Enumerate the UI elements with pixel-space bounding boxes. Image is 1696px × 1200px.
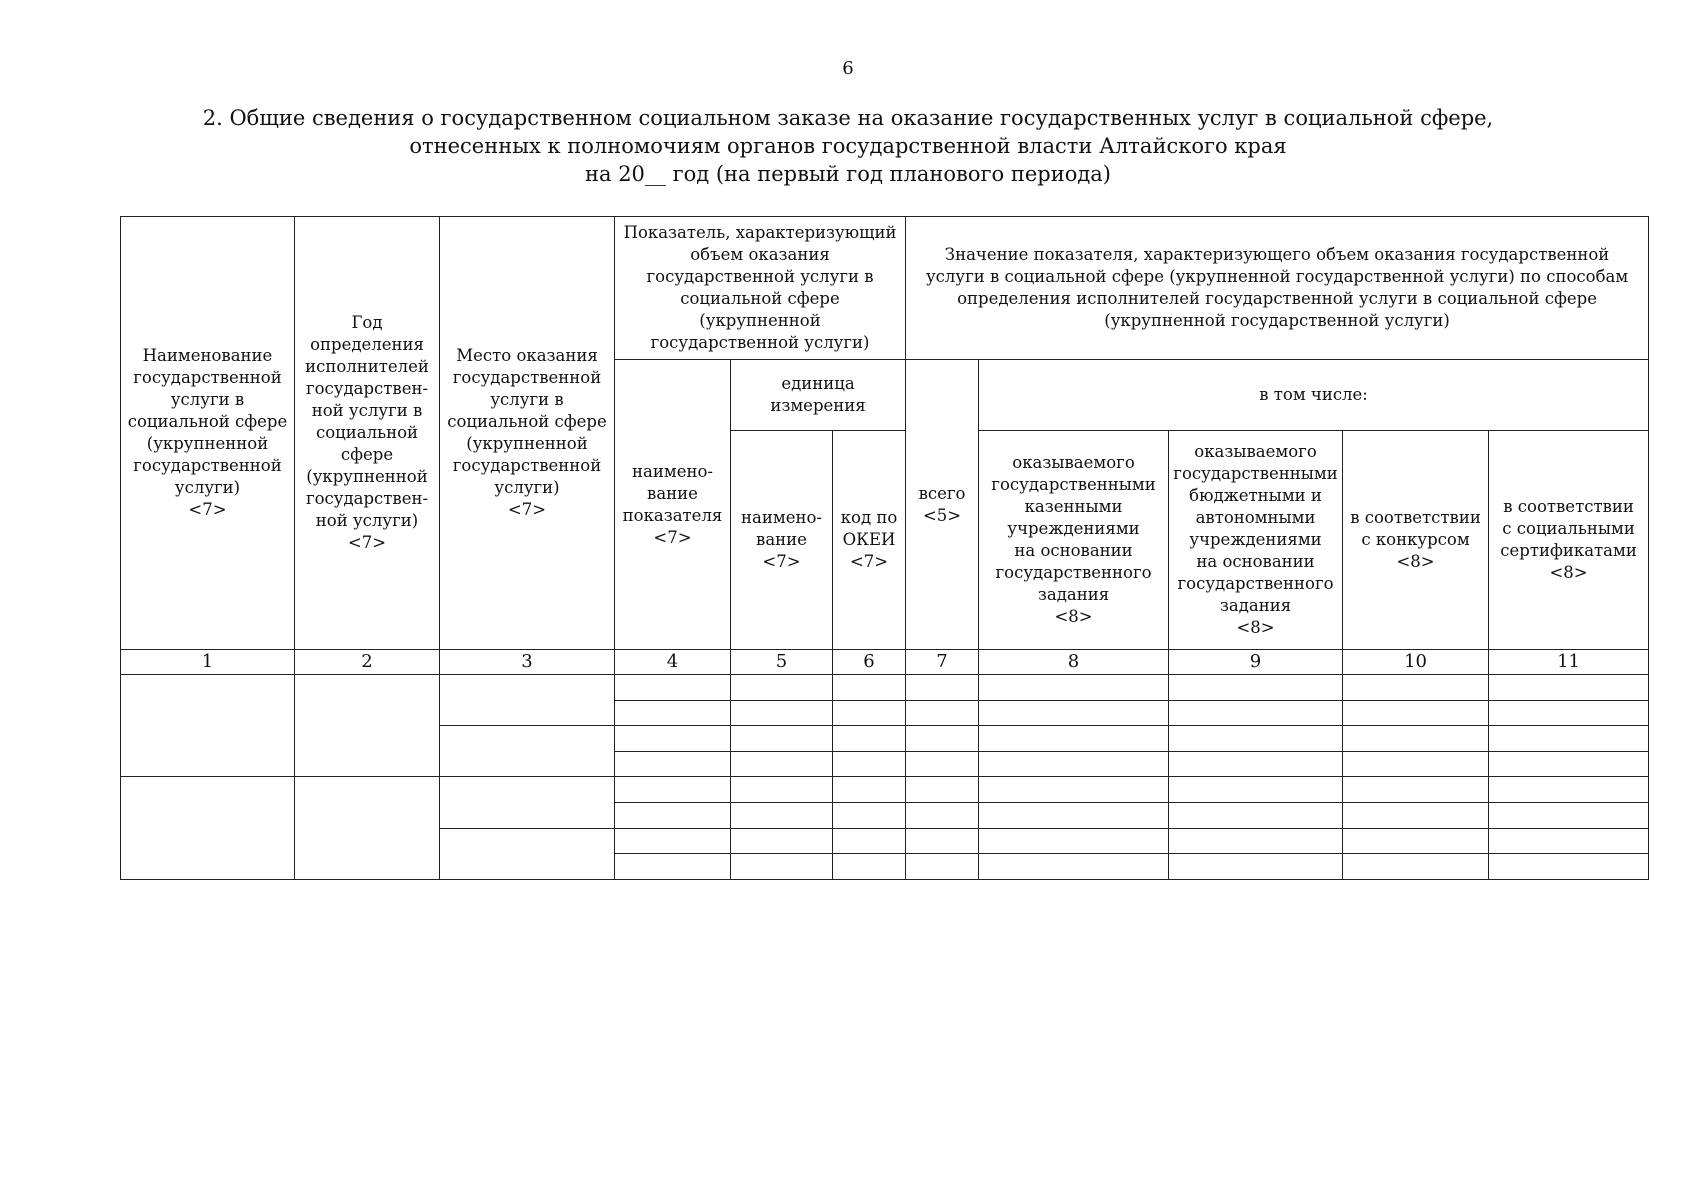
empty-cell: [1169, 802, 1343, 828]
empty-cell: [1343, 675, 1489, 701]
empty-cell: [731, 751, 833, 777]
empty-cell: [1489, 854, 1649, 880]
empty-cell: [615, 854, 731, 880]
column-number: 9: [1169, 650, 1343, 675]
empty-cell: [979, 675, 1169, 701]
empty-cell: [1489, 828, 1649, 854]
empty-cell: [1343, 828, 1489, 854]
empty-cell: [906, 854, 979, 880]
column-number: 6: [833, 650, 906, 675]
empty-cell: [833, 726, 906, 752]
empty-cell: [1343, 854, 1489, 880]
empty-cell: [1343, 777, 1489, 803]
empty-cell: [979, 828, 1169, 854]
empty-cell: [906, 700, 979, 726]
header-contest: в соответствии с конкурсом <8>: [1343, 431, 1489, 650]
empty-cell: [1343, 751, 1489, 777]
empty-cell: [1489, 700, 1649, 726]
empty-cell: [440, 675, 615, 726]
empty-cell: [731, 802, 833, 828]
header-budget: оказываемого государственными бюджетными и автономными учреждениями на основании государственного задания <8>: [1169, 431, 1343, 650]
empty-cell: [906, 675, 979, 701]
header-place: Место оказания государственной услуги в социальной сфере (укрупненной государственной услуги) <7>: [440, 217, 615, 650]
empty-cell: [615, 802, 731, 828]
header-certificates: в соответствии с социальными сертификатами <8>: [1489, 431, 1649, 650]
empty-cell: [615, 726, 731, 752]
header-unit-name: наимено- вание <7>: [731, 431, 833, 650]
empty-cell: [833, 675, 906, 701]
empty-cell: [979, 700, 1169, 726]
empty-cell: [1489, 802, 1649, 828]
empty-cell: [1489, 675, 1649, 701]
empty-cell: [1169, 675, 1343, 701]
empty-cell: [1169, 751, 1343, 777]
document-title: [0, 104, 1696, 188]
table-row: [121, 777, 1649, 803]
title-line-1: 2. Общие сведения о государственном социальном заказе на оказание государственных услуг в социальной сфере,: [202, 106, 1494, 130]
header-value-group: Значение показателя, характеризующего объем оказания государственной услуги в социальной сфере (укрупненной государственной услуги) по способам определения исполнителей государственной услуги в социальной сфере (укрупненной государственной услуги): [906, 217, 1649, 360]
empty-cell: [1489, 726, 1649, 752]
empty-cell: [731, 854, 833, 880]
column-number: 11: [1489, 650, 1649, 675]
header-including: в том числе:: [979, 360, 1649, 431]
empty-cell: [295, 777, 440, 879]
empty-cell: [906, 828, 979, 854]
table-row: [121, 675, 1649, 701]
column-number-row: [121, 650, 1649, 675]
empty-cell: [1343, 726, 1489, 752]
empty-cell: [731, 700, 833, 726]
empty-cell: [979, 726, 1169, 752]
column-number: 5: [731, 650, 833, 675]
empty-cell: [731, 828, 833, 854]
empty-cell: [615, 777, 731, 803]
empty-cell: [833, 802, 906, 828]
header-year: Год определения исполнителей государствен- ной услуги в социальной сфере (укрупненной государствен- ной услуги) <7>: [295, 217, 440, 650]
column-number: 2: [295, 650, 440, 675]
empty-cell: [615, 828, 731, 854]
empty-cell: [615, 751, 731, 777]
empty-cell: [121, 777, 295, 879]
empty-cell: [1343, 700, 1489, 726]
empty-cell: [1169, 854, 1343, 880]
empty-cell: [731, 675, 833, 701]
empty-cell: [906, 802, 979, 828]
empty-cell: [833, 751, 906, 777]
empty-cell: [1343, 802, 1489, 828]
empty-cell: [440, 777, 615, 828]
column-number: 4: [615, 650, 731, 675]
header-service-name: Наименование государственной услуги в социальной сфере (укрупненной государственной услуги) <7>: [121, 217, 295, 650]
empty-cell: [1169, 726, 1343, 752]
empty-cell: [906, 777, 979, 803]
column-number: 7: [906, 650, 979, 675]
page-number: 6: [842, 58, 854, 79]
empty-cell: [1169, 777, 1343, 803]
empty-cell: [295, 675, 440, 777]
header-unit-okei: код по ОКЕИ <7>: [833, 431, 906, 650]
column-number: 10: [1343, 650, 1489, 675]
empty-cell: [731, 726, 833, 752]
empty-cell: [1489, 777, 1649, 803]
social-order-table: [120, 216, 1649, 880]
title-line-3: на 20__ год (на первый год планового периода): [585, 162, 1111, 186]
header-indicator-group: Показатель, характеризующий объем оказания государственной услуги в социальной сфере (укрупненной государственной услуги): [615, 217, 906, 360]
column-number: 3: [440, 650, 615, 675]
empty-cell: [1169, 828, 1343, 854]
header-indicator-name: наимено- вание показателя <7>: [615, 360, 731, 650]
empty-cell: [615, 700, 731, 726]
empty-cell: [1169, 700, 1343, 726]
empty-cell: [979, 802, 1169, 828]
empty-cell: [833, 700, 906, 726]
empty-cell: [615, 675, 731, 701]
empty-cell: [833, 777, 906, 803]
header-kazennye: оказываемого государственными казенными учреждениями на основании государственного задания <8>: [979, 431, 1169, 650]
column-number: 8: [979, 650, 1169, 675]
empty-cell: [833, 854, 906, 880]
empty-cell: [906, 726, 979, 752]
empty-cell: [121, 675, 295, 777]
title-line-2: отнесенных к полномочиям органов государственной власти Алтайского края: [409, 134, 1287, 158]
empty-cell: [979, 751, 1169, 777]
header-unit: единица измерения: [731, 360, 906, 431]
empty-cell: [979, 777, 1169, 803]
empty-cell: [440, 726, 615, 777]
header-total: всего <5>: [906, 360, 979, 650]
column-number: 1: [121, 650, 295, 675]
empty-cell: [906, 751, 979, 777]
empty-cell: [440, 828, 615, 879]
empty-cell: [833, 828, 906, 854]
empty-cell: [1489, 751, 1649, 777]
empty-cell: [731, 777, 833, 803]
empty-cell: [979, 854, 1169, 880]
